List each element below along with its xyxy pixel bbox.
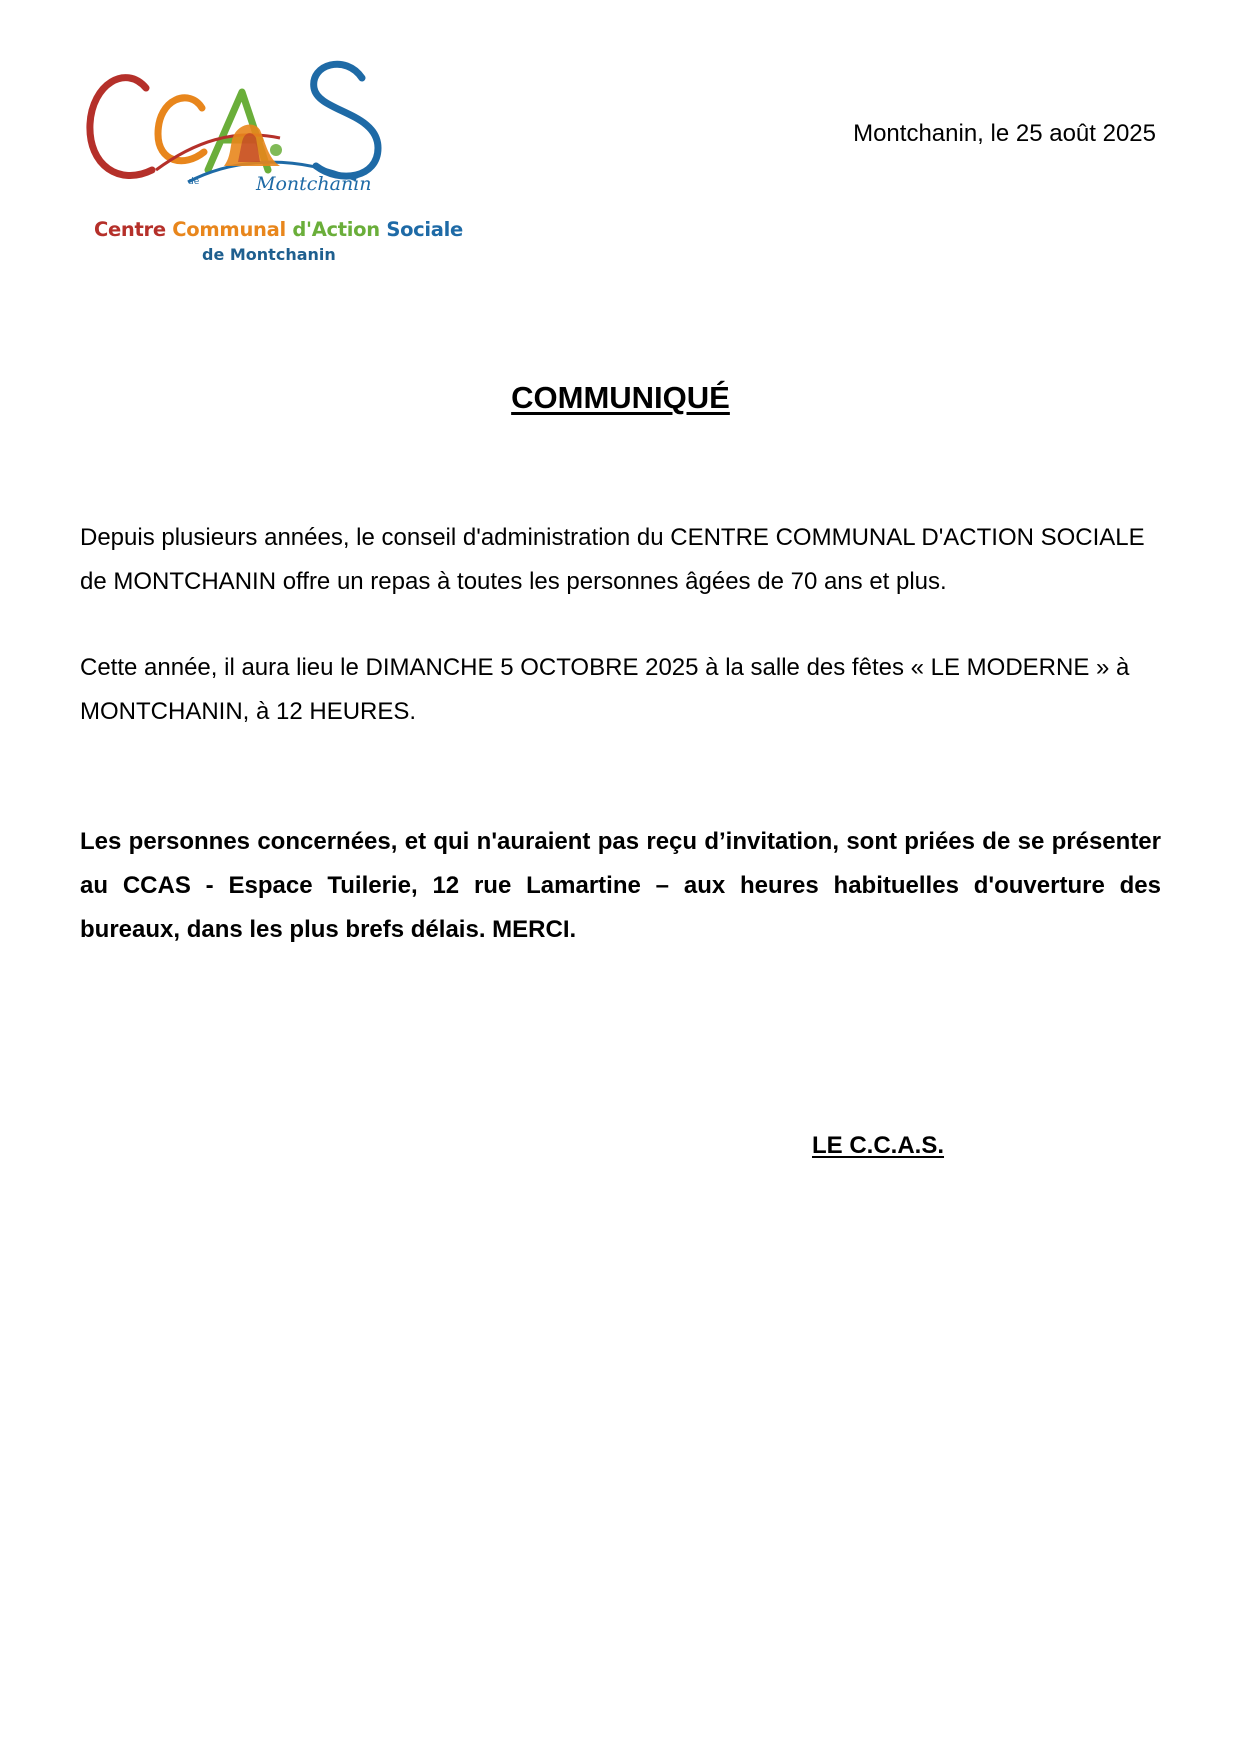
page-title: COMMUNIQUÉ [511, 380, 730, 415]
paragraph-instructions: Les personnes concernées, et qui n'auraient pas reçu d’invitation, sont priées de se présenter au CCAS - Espace Tuilerie, 12 rue Lamartine – aux heures habituelles d'ouverture des bureaux, dans les plus brefs délais. MERCI. [80, 828, 1161, 943]
logo-letter-s [314, 64, 378, 176]
signature: LE C.C.A.S. [812, 1132, 945, 1159]
date-line: Montchanin, le 25 août 2025 [853, 120, 1156, 147]
logo-word-centre: Centre [94, 218, 166, 241]
logo-de-label: de [188, 177, 200, 187]
paragraph-intro: Depuis plusieurs années, le conseil d'administration du CENTRE COMMUNAL D'ACTION SOCIALE de MONTCHANIN offre un repas à toutes les personnes âgées de 70 ans et plus. [80, 524, 1145, 595]
paragraph-event: Cette année, il aura lieu le DIMANCHE 5 OCTOBRE 2025 à la salle des fêtes « LE MODERNE » à MONTCHANIN, à 12 HEURES. [80, 654, 1130, 725]
logo-town-name: de Montchanin [202, 245, 336, 264]
logo-org-name [94, 218, 463, 241]
ccas-logo-graphic [84, 58, 444, 218]
logo-letter-c1 [90, 78, 152, 176]
logo-word-action: d'Action [292, 218, 380, 241]
logo-letter-c2 [158, 98, 204, 161]
ccas-logo [84, 58, 463, 272]
logo-word-sociale: Sociale [386, 218, 463, 241]
logo-script-town: Montchanin [256, 173, 372, 195]
logo-word-communal: Communal [172, 218, 286, 241]
